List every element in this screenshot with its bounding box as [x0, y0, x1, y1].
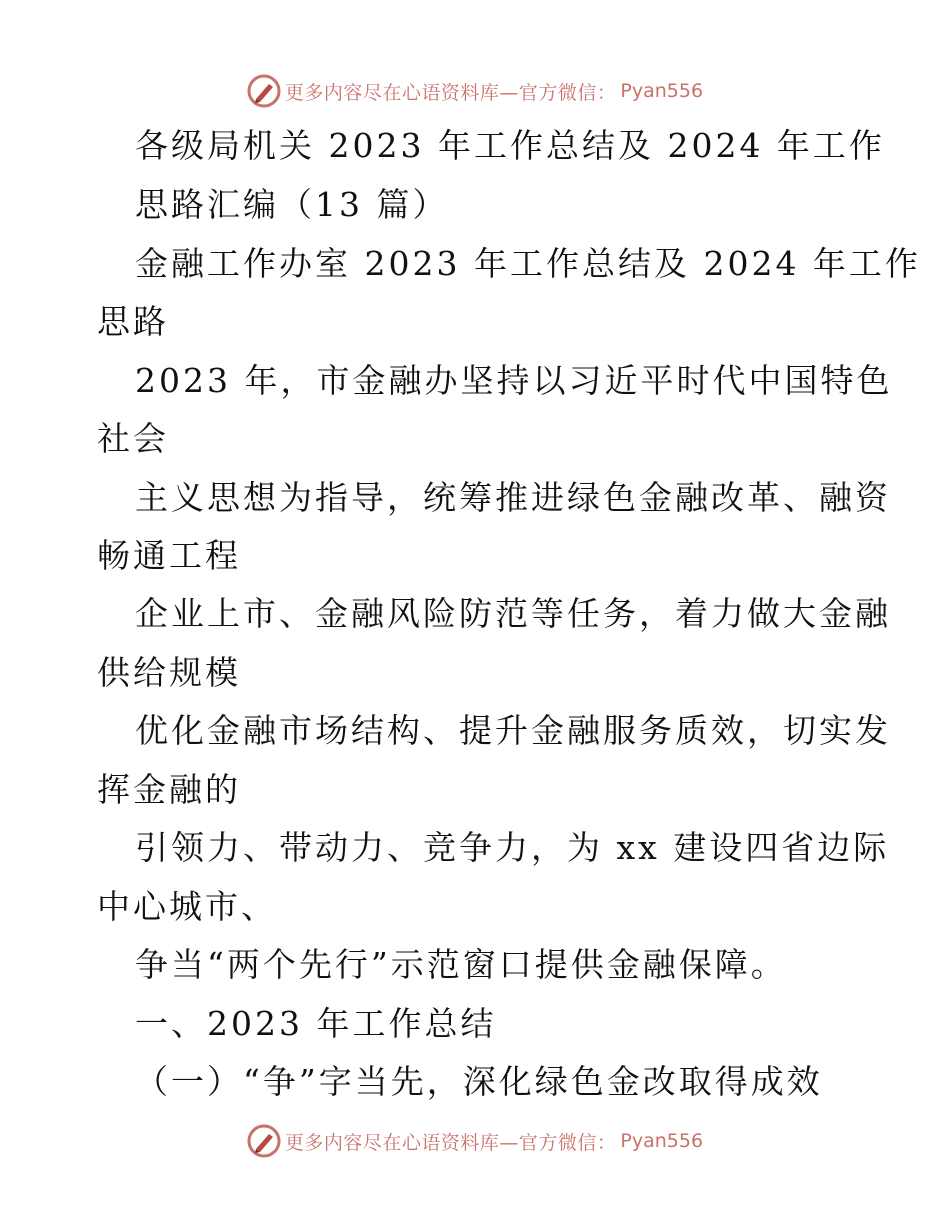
pen-logo-icon — [247, 74, 281, 108]
subtitle-line-2: 思路 — [97, 302, 169, 341]
paragraph-line: 畅通工程 — [97, 536, 241, 575]
watermark-id: Pyan556 — [620, 80, 704, 102]
paragraph-line: 主义思想为指导，统筹推进绿色金融改革、融资 — [135, 478, 891, 517]
paragraph-line: 争当“两个先行”示范窗口提供金融保障。 — [135, 945, 787, 984]
paragraph-line: 2023 年，市金融办坚持以习近平时代中国特色 — [135, 361, 893, 400]
subtitle-line-1: 金融工作办室 2023 年工作总结及 2024 年工作 — [135, 244, 921, 283]
watermark-text: 更多内容尽在心语资料库—官方微信： — [284, 81, 617, 104]
paragraph-line: 引领力、带动力、竞争力，为 xx 建设四省边际 — [135, 828, 890, 867]
paragraph-line: 中心城市、 — [97, 887, 277, 926]
paragraph-line: 供给规模 — [97, 653, 241, 692]
watermark-footer — [0, 1124, 950, 1158]
watermark-text: 更多内容尽在心语资料库—官方微信： — [284, 1131, 617, 1154]
subsection-heading: （一）“争”字当先，深化绿色金改取得成效 — [135, 1062, 823, 1101]
title-line-2: 思路汇编（13 篇） — [135, 185, 449, 224]
paragraph-line: 企业上市、金融风险防范等任务，着力做大金融 — [135, 594, 891, 633]
watermark-header — [0, 74, 950, 108]
paragraph-line: 社会 — [97, 419, 169, 458]
watermark-id: Pyan556 — [620, 1130, 704, 1152]
paragraph-line: 挥金融的 — [97, 770, 241, 809]
paragraph-line: 优化金融市场结构、提升金融服务质效，切实发 — [135, 711, 891, 750]
title-line-1: 各级局机关 2023 年工作总结及 2024 年工作 — [135, 126, 885, 165]
section-heading: 一、2023 年工作总结 — [135, 1004, 497, 1043]
pen-logo-icon — [247, 1124, 281, 1158]
